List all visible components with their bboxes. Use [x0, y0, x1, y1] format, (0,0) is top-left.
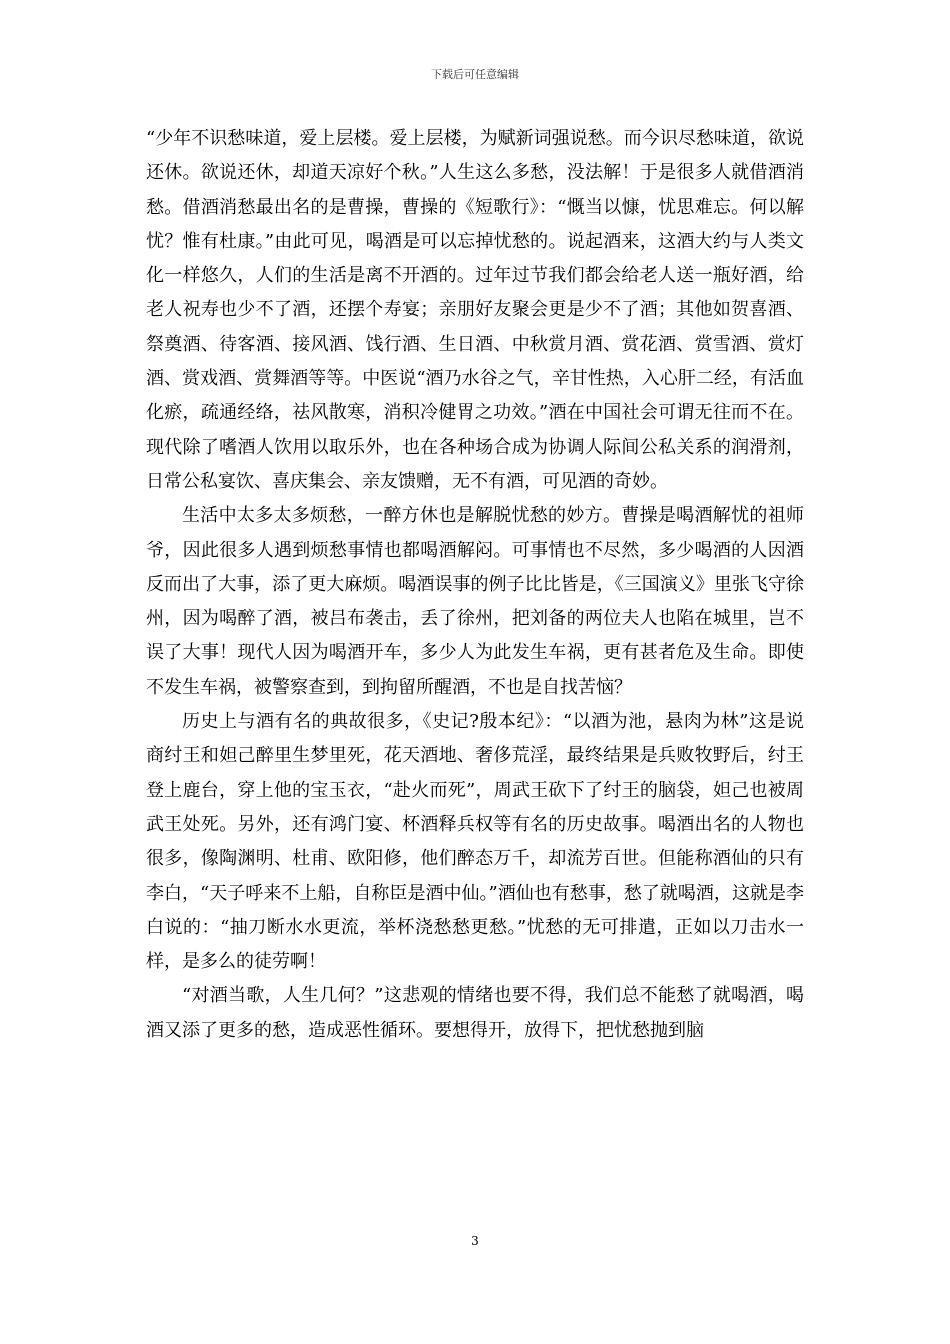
- page-number: 3: [471, 1234, 479, 1248]
- body-text: [146, 122, 804, 1048]
- paragraph-1: “少年不识愁味道，爱上层楼。爱上层楼，为赋新词强说愁。而今识尽愁味道，欲说还休。欲说还休，却道天凉好个秋。”人生这么多愁，没法解！于是很多人就借酒消愁。借酒消愁最出名的是曹操，曹操的《短歌行》：“慨当以慷，忧思难忘。何以解忧？惟有杜康。”由此可见，喝酒是可以忘掉忧愁的。说起酒来，这酒大约与人类文化一样悠久，人们的生活是离不开酒的。过年过节我们都会给老人送一瓶好酒，给老人祝寿也少不了酒，还摆个寿宴；亲朋好友聚会更是少不了酒；其他如贺喜酒、祭奠酒、待客酒、接风酒、饯行酒、生日酒、中秋赏月酒、赏花酒、赏雪酒、赏灯酒、赏戏酒、赏舞酒等等。中医说“酒乃水谷之气，辛甘性热，入心肝二经，有活血化瘀，疏通经络，祛风散寒，消积冷健胃之功效。”酒在中国社会可谓无往而不在。现代除了嗜酒人饮用以取乐外，也在各种场合成为协调人际间公私关系的润滑剂，日常公私宴饮、喜庆集会、亲友馈赠，无不有酒，可见酒的奇妙。: [146, 128, 804, 492]
- paragraph-3: 历史上与酒有名的典故很多，《史记?殷本纪》：“以酒为池，悬肉为林”这是说商纣王和妲己醉里生梦里死，花天酒地、奢侈荒淫，最终结果是兵败牧野后，纣王登上鹿台，穿上他的宝玉衣，“赴火而死”，周武王砍下了纣王的脑袋，妲己也被周武王处死。另外，还有鸿门宴、杯酒释兵权等有名的历史故事。喝酒出名的人物也很多，像陶渊明、杜甫、欧阳修，他们醉态万千，却流芳百世。但能称酒仙的只有李白，“天子呼来不上船，自称臣是酒中仙。”酒仙也有愁事，愁了就喝酒，这就是李白说的：“抽刀断水水更流，举杯浇愁愁更愁。”忧愁的无可排遣，正如以刀击水一样，是多么的徒劳啊！: [146, 711, 804, 973]
- paragraph-4: “对酒当歌，人生几何？”这悲观的情绪也要不得，我们总不能愁了就喝酒，喝酒又添了更多的愁，造成恶性循环。要想得开，放得下，把忧愁抛到脑: [146, 985, 804, 1041]
- paragraph-2: 生活中太多太多烦愁，一醉方休也是解脱忧愁的妙方。曹操是喝酒解忧的祖师爷，因此很多人遇到烦愁事情也都喝酒解闷。可事情也不尽然，多少喝酒的人因酒反而出了大事，添了更大麻烦。喝酒误事的例子比比皆是，《三国演义》里张飞守徐州，因为喝醉了酒，被吕布袭击，丢了徐州，把刘备的两位夫人也陷在城里，岂不误了大事！现代人因为喝酒开车，多少人为此发生车祸，更有甚者危及生命。即使不发生车祸，被警察查到，到拘留所醒酒，不也是自找苦恼？: [146, 505, 804, 698]
- page-header: 下载后可任意编辑: [431, 68, 519, 81]
